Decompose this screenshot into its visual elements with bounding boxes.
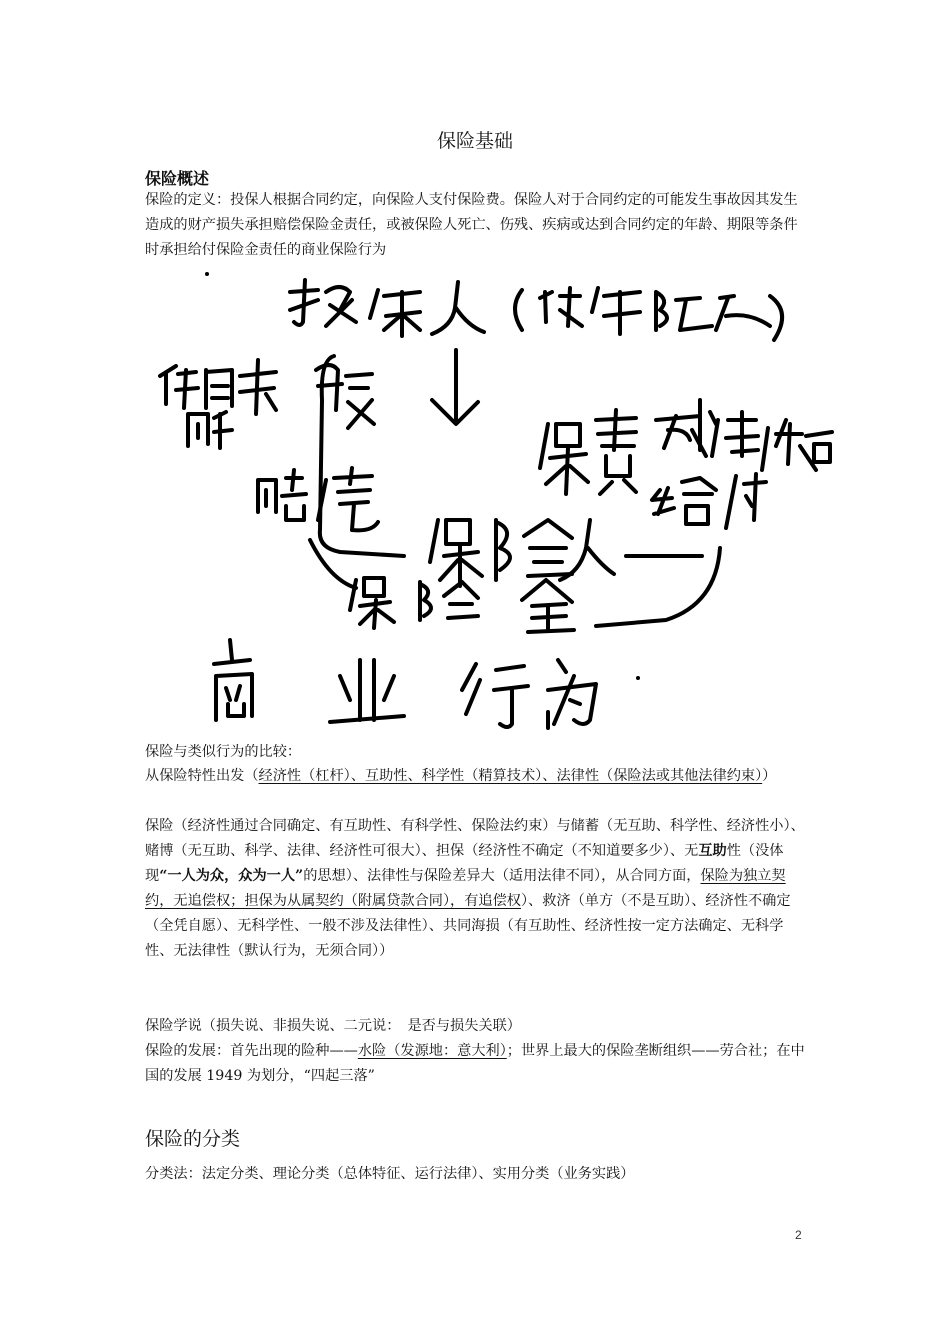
characteristics-lead: 从保险特性出发（: [145, 768, 259, 784]
section-heading-overview: 保险概述: [145, 169, 210, 188]
comparison-text-2: 性（没体现: [145, 843, 784, 884]
comparison-text-4: ）、救济（单方（不是互助）、经济性不确定（全凭自愿）、无科学性、一般不涉及法律性）、共同海损（有互助性、经济性按一定方法确定、无科学性、无法律性（默认行为，无须合同））: [145, 893, 791, 959]
classification-text: 分类法：法定分类、理论分类（总体特征、运行法律）、实用分类（业务实践）: [145, 1166, 635, 1182]
mutual-aid-bold: 互助: [698, 843, 727, 859]
contract-underlined: 保险为独立契约，无追偿权；担保为从属契约（附属贷款合同），有追偿权: [145, 868, 786, 909]
page-number: 2: [795, 1228, 802, 1242]
section-heading-classification: 保险的分类: [145, 1128, 241, 1150]
page-title: 保险基础: [436, 130, 513, 152]
development-text-1: 保险的发展：首先出现的险种——: [145, 1043, 358, 1059]
comparison-text-1: 保险（经济性通过合同确定、有互助性、有科学性、保险法约束）与储蓄（无互助、科学性、经济性小）、赌博（无互助、科学、法律、经济性可很大）、担保（经济性不确定（不知道要多少）、无: [145, 818, 805, 859]
comparison-intro: 保险与类似行为的比较：: [145, 744, 302, 760]
marine-insurance-underlined: 水险（发源地：意大利）: [357, 1043, 507, 1059]
comparison-text-3: 的思想）、法律性与保险差异大（适用法律不同），从合同方面，: [303, 868, 701, 884]
definition-paragraph: 保险的定义：投保人根据合同约定，向保险人支付保险费。保险人对于合同约定的可能发生事故因其发生造成的财产损失承担赔偿保险金责任，或被保险人死亡、伤残、疾病或达到合同约定的年龄、期限等条件时承担给付保险金责任的商业保险行为: [145, 192, 798, 258]
development-text-2: ；世界上最大的保险垄断组织——劳合社；在中国的发展 1949 为划分，“四起三落”: [145, 1043, 805, 1084]
characteristics-close: ）: [762, 768, 777, 784]
motto-bold: “一人为众，众为一人”: [159, 868, 304, 884]
comparison-paragraph: [145, 814, 810, 964]
comparison-characteristics: [145, 764, 810, 789]
characteristics-list: 经济性（杠杆）、互助性、科学性（精算技术）、法律性（保险法或其他法律约束）: [258, 768, 763, 784]
theory-line: 保险学说（损失说、非损失说、二元说： 是否与损失关联）: [145, 1018, 521, 1034]
development-paragraph: [145, 1039, 810, 1089]
